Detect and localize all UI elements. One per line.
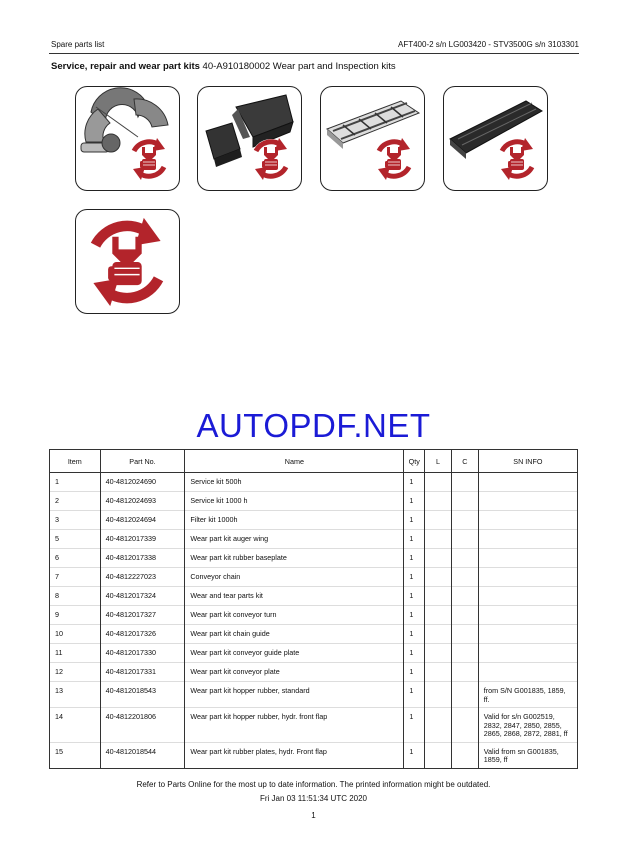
auger-wing-icon <box>76 87 179 190</box>
header-right: AFT400-2 s/n LG003420 - STV3500G s/n 3103301 <box>397 40 579 49</box>
cell-c <box>451 549 478 568</box>
cell-name: Filter kit 1000h <box>185 511 404 530</box>
cell-l <box>425 473 452 492</box>
cell-qty: 1 <box>404 492 425 511</box>
table-row <box>50 549 578 568</box>
cell-item: 1 <box>50 473 101 492</box>
col-c: C <box>451 450 478 473</box>
col-item: Item <box>50 450 101 473</box>
service-kit-icon <box>76 210 179 313</box>
header-divider <box>49 53 579 54</box>
cell-item: 7 <box>50 568 101 587</box>
page-number: 1 <box>311 811 316 820</box>
cell-l <box>425 511 452 530</box>
cell-item: 8 <box>50 587 101 606</box>
cell-name: Wear part kit rubber plates, hydr. Front flap <box>185 742 404 768</box>
table-row <box>50 530 578 549</box>
cell-name: Wear part kit conveyor turn <box>185 606 404 625</box>
cell-l <box>425 530 452 549</box>
cell-name: Conveyor chain <box>185 568 404 587</box>
cell-l <box>425 708 452 743</box>
cell-item: 15 <box>50 742 101 768</box>
cell-item: 13 <box>50 682 101 708</box>
cell-sn-info <box>478 625 577 644</box>
cell-sn-info <box>478 587 577 606</box>
col-qty: Qty <box>404 450 425 473</box>
cell-part-no: 40-4812024694 <box>100 511 185 530</box>
cell-qty: 1 <box>404 625 425 644</box>
cell-qty: 1 <box>404 511 425 530</box>
cell-c <box>451 511 478 530</box>
cell-name: Wear part kit rubber baseplate <box>185 549 404 568</box>
image-tile-auger-wing <box>75 86 180 191</box>
cell-name: Wear part kit conveyor plate <box>185 663 404 682</box>
cell-name: Wear part kit hopper rubber, hydr. front flap <box>185 708 404 743</box>
cell-c <box>451 587 478 606</box>
image-tile-track-chain <box>443 86 548 191</box>
page-header <box>51 40 579 52</box>
cell-l <box>425 492 452 511</box>
cell-qty: 1 <box>404 742 425 768</box>
cell-part-no: 40-4812017324 <box>100 587 185 606</box>
cell-part-no: 40-4812018543 <box>100 682 185 708</box>
table-row <box>50 587 578 606</box>
table-row <box>50 742 578 768</box>
cell-part-no: 40-4812017339 <box>100 530 185 549</box>
cell-part-no: 40-4812017338 <box>100 549 185 568</box>
table-row <box>50 473 578 492</box>
cell-item: 14 <box>50 708 101 743</box>
cell-c <box>451 708 478 743</box>
cell-part-no: 40-4812017331 <box>100 663 185 682</box>
col-part-no: Part No. <box>100 450 185 473</box>
cell-c <box>451 663 478 682</box>
table-row <box>50 663 578 682</box>
track-chain-icon <box>444 87 547 190</box>
cell-c <box>451 473 478 492</box>
cell-name: Wear and tear parts kit <box>185 587 404 606</box>
cell-l <box>425 742 452 768</box>
cell-item: 5 <box>50 530 101 549</box>
footer-note: Refer to Parts Online for the most up to date information. The printed information might be outdated. <box>136 780 491 789</box>
cell-name: Wear part kit hopper rubber, standard <box>185 682 404 708</box>
cell-c <box>451 682 478 708</box>
table-row <box>50 511 578 530</box>
cell-qty: 1 <box>404 663 425 682</box>
cell-sn-info <box>478 511 577 530</box>
footer-timestamp: Fri Jan 03 11:51:34 UTC 2020 <box>259 794 368 803</box>
cell-sn-info <box>478 549 577 568</box>
cell-part-no: 40-4812227023 <box>100 568 185 587</box>
cell-c <box>451 625 478 644</box>
cell-item: 2 <box>50 492 101 511</box>
cell-l <box>425 644 452 663</box>
cell-name: Wear part kit conveyor guide plate <box>185 644 404 663</box>
cell-sn-info <box>478 644 577 663</box>
cell-c <box>451 530 478 549</box>
cell-qty: 1 <box>404 568 425 587</box>
cell-item: 10 <box>50 625 101 644</box>
col-sn-info: SN INFO <box>478 450 577 473</box>
cell-qty: 1 <box>404 682 425 708</box>
cell-l <box>425 682 452 708</box>
cell-part-no: 40-4812017330 <box>100 644 185 663</box>
cell-l <box>425 663 452 682</box>
cell-l <box>425 549 452 568</box>
table-row <box>50 644 578 663</box>
hopper-rubber-icon <box>198 87 301 190</box>
cell-part-no: 40-4812024690 <box>100 473 185 492</box>
cell-item: 12 <box>50 663 101 682</box>
table-row <box>50 606 578 625</box>
cell-sn-info: from S/N G001835, 1859, ff. <box>478 682 577 708</box>
cell-c <box>451 492 478 511</box>
cell-qty: 1 <box>404 587 425 606</box>
section-title-bold: Service, repair and wear part kits <box>51 61 200 72</box>
cell-name: Wear part kit auger wing <box>185 530 404 549</box>
cell-l <box>425 625 452 644</box>
cell-qty: 1 <box>404 473 425 492</box>
section-title-rest: 40-A910180002 Wear part and Inspection kits <box>199 61 396 72</box>
cell-qty: 1 <box>404 549 425 568</box>
table-row <box>50 708 578 743</box>
table-row <box>50 568 578 587</box>
cell-part-no: 40-4812017327 <box>100 606 185 625</box>
cell-item: 6 <box>50 549 101 568</box>
cell-c <box>451 644 478 663</box>
cell-sn-info: Valid from sn G001835, 1859, ff <box>478 742 577 768</box>
watermark: AUTOPDF.NET <box>196 407 431 444</box>
cell-sn-info <box>478 663 577 682</box>
parts-table <box>49 449 578 769</box>
cell-qty: 1 <box>404 644 425 663</box>
cell-part-no: 40-4812018544 <box>100 742 185 768</box>
section-title <box>51 61 396 72</box>
cell-item: 11 <box>50 644 101 663</box>
image-tile-hopper-rubber <box>197 86 302 191</box>
cell-sn-info <box>478 606 577 625</box>
cell-sn-info <box>478 530 577 549</box>
header-left: Spare parts list <box>51 40 105 49</box>
cell-qty: 1 <box>404 530 425 549</box>
table-row <box>50 492 578 511</box>
cell-qty: 1 <box>404 708 425 743</box>
cell-item: 3 <box>50 511 101 530</box>
table-header-row <box>50 450 578 473</box>
cell-sn-info: Valid for s/n G002519, 2832, 2847, 2850, 2855, 2865, 2868, 2872, 2881, ff <box>478 708 577 743</box>
cell-l <box>425 587 452 606</box>
cell-l <box>425 568 452 587</box>
cell-c <box>451 606 478 625</box>
cell-item: 9 <box>50 606 101 625</box>
col-l: L <box>425 450 452 473</box>
cell-part-no: 40-4812017326 <box>100 625 185 644</box>
cell-l <box>425 606 452 625</box>
cell-sn-info <box>478 473 577 492</box>
table-row <box>50 682 578 708</box>
table-row <box>50 625 578 644</box>
cell-sn-info <box>478 492 577 511</box>
image-tile-service-kit <box>75 209 180 314</box>
conveyor-chain-icon <box>321 87 424 190</box>
cell-part-no: 40-4812201806 <box>100 708 185 743</box>
cell-part-no: 40-4812024693 <box>100 492 185 511</box>
image-tile-conveyor-chain <box>320 86 425 191</box>
cell-name: Service kit 1000 h <box>185 492 404 511</box>
cell-qty: 1 <box>404 606 425 625</box>
cell-c <box>451 742 478 768</box>
cell-sn-info <box>478 568 577 587</box>
cell-name: Service kit 500h <box>185 473 404 492</box>
cell-name: Wear part kit chain guide <box>185 625 404 644</box>
cell-c <box>451 568 478 587</box>
col-name: Name <box>185 450 404 473</box>
